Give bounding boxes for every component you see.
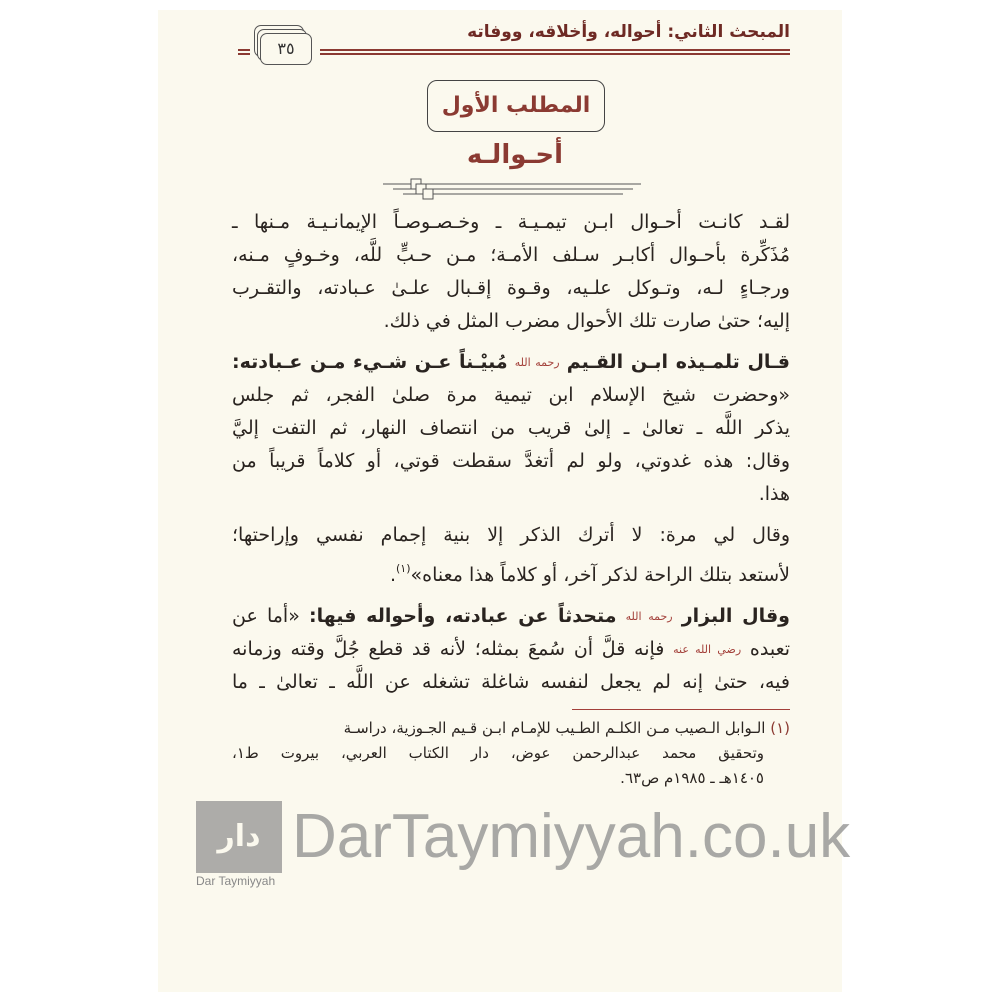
body-text: فإنه قلَّ أن سُمعَ بمثله؛ لأنه قد قطع جُلَّ وقته وزمانه xyxy=(232,638,665,660)
body-line: «وحضرت شيخ الإسلام ابن تيمية مرة صلىٰ الفجر، ثم جلس xyxy=(232,384,790,406)
body-line: هذا. xyxy=(758,483,790,505)
body-text: «أما عن xyxy=(232,605,300,627)
footnote-line: وتحقيق محمد عبدالرحمن عوض، دار الكتاب العربي، بيروت ط١، xyxy=(232,744,764,762)
section-title: المطلب الأول xyxy=(427,80,605,132)
quote-intro-line xyxy=(232,600,790,633)
quote-intro-b: متحدثاً عن عبادته، وأحواله فيها: xyxy=(308,605,617,627)
honorific-glyph: رحمه الله xyxy=(625,610,673,623)
quote-intro-b: مُبيْـناً عـن شـيء مـن عـبادته: xyxy=(232,351,508,373)
quote-intro-a: وقال البزار xyxy=(681,605,790,627)
body-text: . xyxy=(389,564,396,586)
running-title: المبحث الثاني: أحواله، وأخلاقه، ووفاته xyxy=(467,22,790,42)
body-line: لقـد كانـت أحـوال ابـن تيمـيـة ـ وخـصـوصـاً الإيمانـيـة مـنها ـ xyxy=(232,211,790,233)
body-line xyxy=(232,633,790,666)
page-number: ٣٥ xyxy=(260,33,312,65)
watermark-logo: دار تيمية xyxy=(196,801,282,873)
page-body xyxy=(196,206,851,926)
ornament-divider xyxy=(383,176,643,204)
header-rule xyxy=(320,49,790,55)
body-line: يذكر اللَّه ـ تعالىٰ ـ إلىٰ قريب من انتصاف النهار، ثم التفت إليَّ xyxy=(232,417,790,439)
body-text: لأستعد بتلك الراحة لذكر آخر، أو كلاماً هذا معناه» xyxy=(410,564,790,586)
footnote-ref[interactable]: (١) xyxy=(396,562,411,575)
footnote-rule xyxy=(572,709,790,710)
quote-intro-line xyxy=(232,346,790,379)
honorific-glyph: رحمه الله xyxy=(514,356,560,369)
section-subtitle: أحـوالـه xyxy=(466,140,564,170)
honorific-glyph: رضي الله عنه xyxy=(673,643,742,656)
header-rule-left xyxy=(238,49,250,55)
footnote-line xyxy=(232,716,790,741)
watermark-caption: Dar Taymiyyah xyxy=(196,874,276,888)
watermark xyxy=(196,801,851,926)
body-line xyxy=(232,552,790,592)
footnote-line: ١٤٠٥هـ ـ ١٩٨٥م ص٦٣. xyxy=(620,769,764,787)
body-line: وقال لي مرة: لا أترك الذكر إلا بنية إجمام نفسي وإراحتها؛ xyxy=(232,524,790,546)
watermark-text: DarTaymiyyah.co.uk xyxy=(292,802,851,871)
body-line: إليه؛ حتىٰ صارت تلك الأحوال مضرب المثل في ذلك. xyxy=(383,310,790,332)
footnote-number: (١) xyxy=(770,719,790,737)
footnote-text: الـوابل الـصيب مـن الكلـم الطـيب للإمـام ابـن قـيم الجـوزية، دراسـة xyxy=(343,719,766,737)
body-line: وقال: هذه غدوتي، ولو لم أتغدَّ سقطت قوتي، أو كلاماً قريباً من xyxy=(232,450,790,472)
body-line: ورجـاءٍ لـه، وتـوكل علـيه، وقـوة إقـبال علـىٰ عـبادته، والتقـرب xyxy=(232,277,790,299)
body-line: فيه، حتىٰ إنه لم يجعل لنفسه شاغلة تشغله عن اللَّه ـ تعالىٰ ـ ما xyxy=(232,671,790,693)
quote-intro-a: قـال تلمـيذه ابـن القـيم xyxy=(566,351,790,373)
body-line: مُذَكِّرة بأحـوال أكابـر سـلف الأمـة؛ مـن حـبٍّ للَّه، وخـوفٍ مـنه، xyxy=(232,244,790,266)
body-text: تعبده xyxy=(749,638,791,660)
